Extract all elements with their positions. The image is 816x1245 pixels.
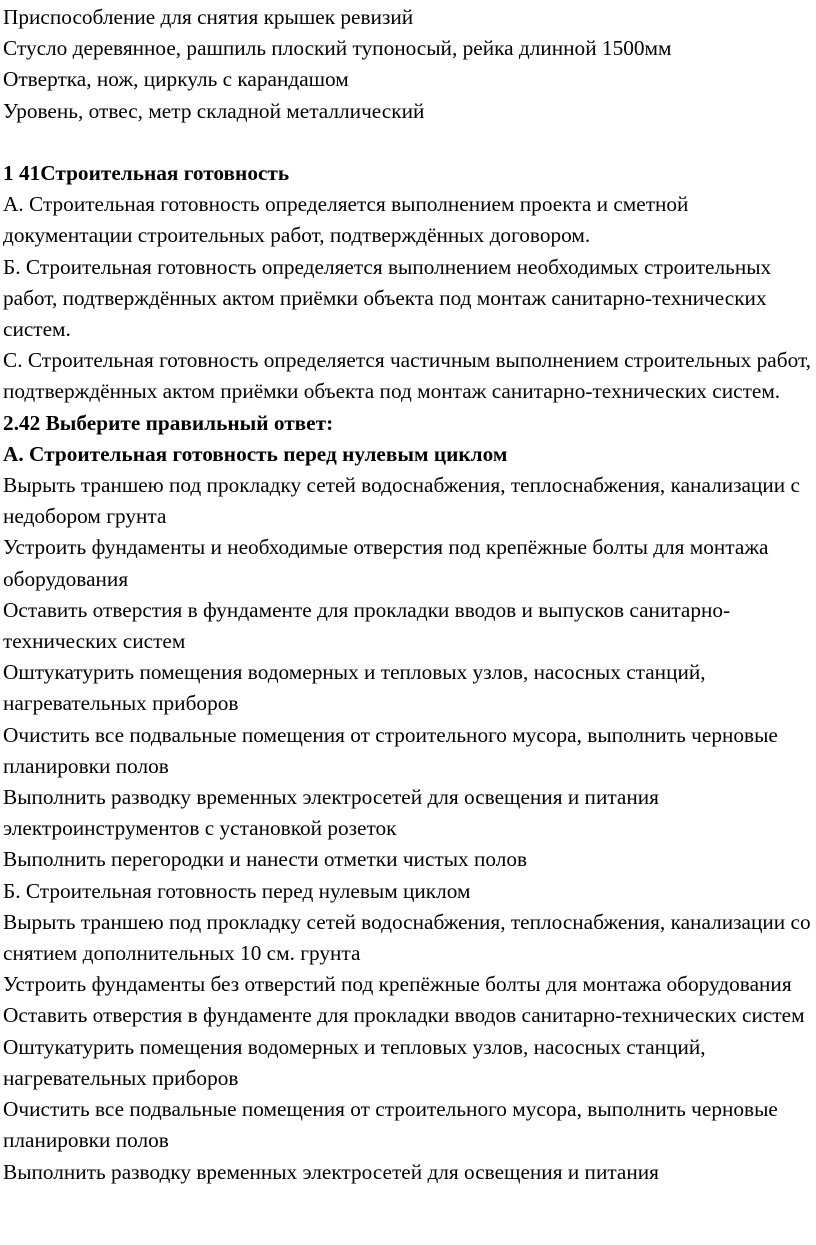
list-item: Оставить отверстия в фундаменте для прокладки вводов и выпусков санитарно-технических систем	[3, 597, 731, 654]
section-a-title: А. Строительная готовность перед нулевым циклом	[3, 441, 508, 466]
answer-option-a: А. Строительная готовность определяется выполнением проекта и сметной документации строительных работ, подтверждённых договором.	[3, 192, 689, 248]
list-item: Оштукатурить помещения водомерных и тепловых узлов, насосных станций, нагревательных приборов	[3, 660, 706, 716]
question-41-heading: 1 41Строительная готовность	[3, 161, 290, 185]
section-b-title: Б. Строительная готовность перед нулевым циклом	[3, 878, 471, 903]
tool-item: Отвертка, нож, циркуль с карандашом	[3, 67, 349, 92]
list-item: Выполнить разводку временных электросетей для освещения и питания	[3, 1159, 659, 1184]
list-item: Очистить все подвальные помещения от строительного мусора, выполнить черновые планировки полов	[3, 722, 778, 778]
tool-item: Уровень, отвес, метр складной металлический	[3, 98, 425, 123]
list-item: Устроить фундаменты без отверстий под крепёжные болты для монтажа оборудования	[3, 972, 792, 997]
list-item: Выполнить разводку временных электросетей для освещения и питания электроинструментов с установкой розеток	[3, 785, 659, 841]
list-item: Выполнить перегородки и нанести отметки чистых полов	[3, 847, 528, 872]
list-item: Вырыть траншею под прокладку сетей водоснабжения, теплоснабжения, канализации со снятием дополнительных 10 см. грунта	[3, 909, 811, 966]
spacer	[3, 127, 816, 158]
list-item: Оставить отверстия в фундаменте для прокладки вводов санитарно-технических систем	[3, 1003, 805, 1028]
list-item: Оштукатурить помещения водомерных и тепловых узлов, насосных станций, нагревательных приборов	[3, 1034, 706, 1090]
question-42-heading: 2.42 Выберите правильный ответ:	[3, 410, 334, 435]
list-item: Очистить все подвальные помещения от строительного мусора, выполнить черновые планировки полов	[3, 1097, 778, 1153]
list-item: Вырыть траншею под прокладку сетей водоснабжения, теплоснабжения, канализации с недобором грунта	[3, 473, 800, 529]
answer-option-c: С. Строительная готовность определяется частичным выполнением строительных работ, подтверждённых актом приёмки объекта под монтаж санитарно-технических систем.	[3, 348, 811, 404]
list-item: Устроить фундаменты и необходимые отверстия под крепёжные болты для монтажа оборудования	[3, 535, 769, 591]
answer-option-b: Б. Строительная готовность определяется выполнением необходимых строительных работ, подтверждённых актом приёмки объекта под монтаж санитарно-технических систем.	[3, 254, 772, 342]
tool-item: Стусло деревянное, рашпиль плоский тупоносый, рейка длинной 1500мм	[3, 36, 672, 61]
tool-item: Приспособление для снятия крышек ревизий	[3, 5, 414, 29]
